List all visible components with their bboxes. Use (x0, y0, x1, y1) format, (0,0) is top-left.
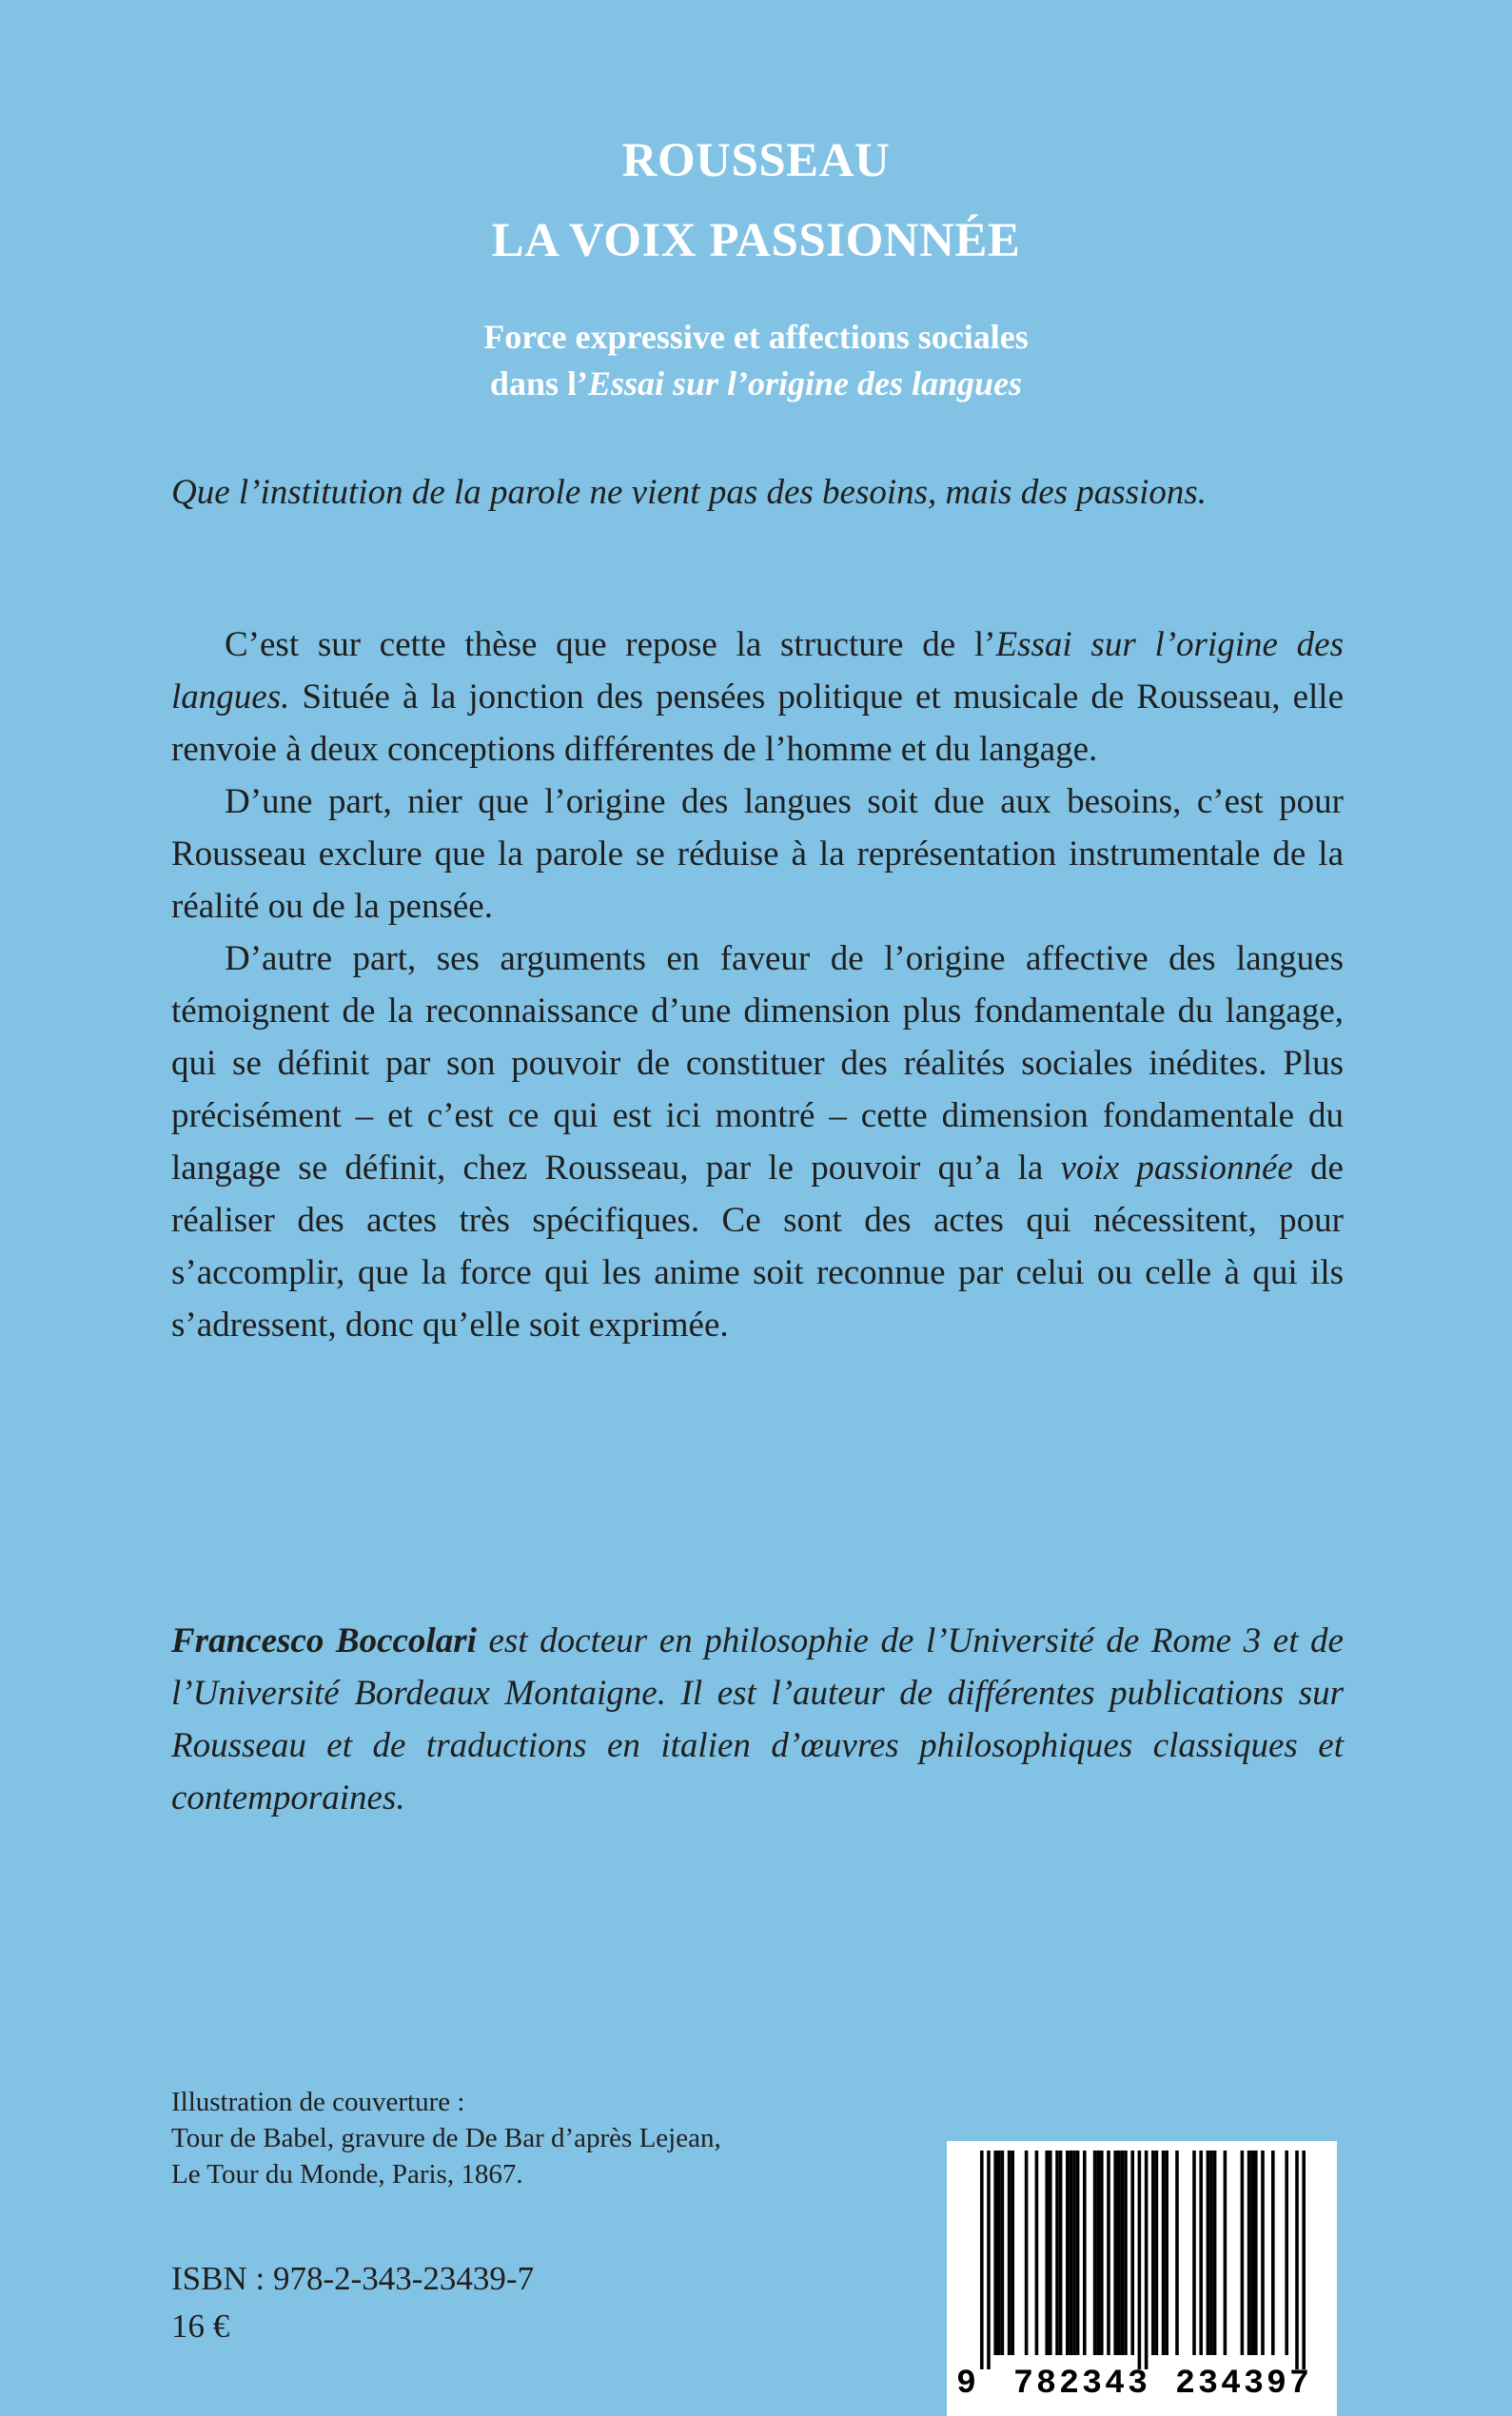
blurb-paragraph-1 (171, 619, 1344, 776)
subtitle-italic-title: Essai sur l’origine des langues (587, 364, 1023, 403)
barcode-bar (1261, 2151, 1265, 2355)
barcode-bar (1271, 2151, 1275, 2355)
barcode-bar (1285, 2151, 1288, 2355)
credits-line-1: Illustration de couverture : (171, 2087, 465, 2117)
barcode-digit-first: 9 (956, 2365, 977, 2403)
illustration-credits (171, 2084, 837, 2192)
barcode-bar (1045, 2151, 1049, 2355)
barcode-bar (1093, 2151, 1097, 2355)
barcode-bar (1070, 2151, 1073, 2355)
p1-text-end: Située à la jonction des pensées politique et musicale de Rousseau, elle renvoie à deux conceptions différentes de l’homme et du langage. (171, 678, 1344, 769)
barcode-bar (1213, 2151, 1217, 2355)
barcode-bar (1076, 2151, 1080, 2355)
barcode-bar (1155, 2151, 1159, 2355)
barcode-bar (1100, 2151, 1104, 2355)
p3-text-end: de réaliser des actes très spécifiques. Ce sont des actes qui nécessitent, pour s’accomplir, que la force qui les anime soit reconnue par celui ou celle à qui ils s’adressent, donc qu’elle soit exprimée. (171, 1149, 1344, 1345)
p3-italic-term: voix passionnée (1060, 1149, 1293, 1188)
barcode-bar (1001, 2151, 1005, 2355)
barcode-bar (1008, 2151, 1011, 2355)
barcode-bar (1055, 2151, 1059, 2355)
barcode-bar (1241, 2151, 1245, 2355)
barcode-bar (1124, 2151, 1128, 2355)
author-bio-text: est docteur en philosophie de l’Université de Rome 3 et de l’Université Bordeaux Montaigne. Il est l’auteur de différentes publications sur Rousseau et de traductions en italien d’œuvres philosophiques classiques et contemporaines. (171, 1621, 1344, 1817)
barcode-bar (1175, 2151, 1179, 2355)
barcode-bar (1113, 2151, 1117, 2355)
barcode-bar (1025, 2151, 1029, 2355)
barcode-bar (1107, 2151, 1110, 2355)
barcode-bar (1199, 2151, 1203, 2355)
book-title-line-2: LA VOIX PASSIONNÉE (491, 214, 1021, 267)
author-name: Francesco Boccolari (171, 1621, 477, 1660)
book-title-line-1: ROUSSEAU (621, 134, 891, 187)
barcode-bar (1035, 2151, 1039, 2355)
isbn-number: ISBN : 978-2-343-23439-7 (171, 2260, 535, 2297)
blurb-paragraph-3 (171, 933, 1344, 1351)
epigraph: Que l’institution de la parole ne vient pas des besoins, mais des passions. (171, 473, 1207, 512)
barcode-bar (1162, 2151, 1166, 2355)
barcode-bar (1250, 2151, 1254, 2355)
barcode-digits (947, 2360, 1337, 2407)
barcode-bar (1138, 2151, 1142, 2369)
author-bio (171, 1615, 1344, 1824)
barcode-group-2: 234397 (1175, 2365, 1313, 2403)
barcode-bar (1145, 2151, 1149, 2369)
barcode-bar (1207, 2151, 1210, 2355)
price: 16 € (171, 2308, 230, 2345)
barcode-bar (1066, 2151, 1070, 2355)
barcode-bar (1096, 2151, 1100, 2355)
barcode (947, 2141, 1337, 2416)
barcode-bar (1083, 2151, 1087, 2355)
barcode-group-1: 782343 (1013, 2365, 1151, 2403)
barcode-bar (1192, 2151, 1196, 2355)
barcode-bars (947, 2141, 1337, 2369)
isbn-block (171, 2255, 534, 2350)
barcode-bar (1121, 2151, 1125, 2355)
credits-line-2: Tour de Babel, gravure de De Bar d’après Lejean, (171, 2123, 721, 2153)
barcode-bar (1165, 2151, 1168, 2355)
blurb (171, 619, 1344, 1351)
subtitle-prefix: dans l’ (489, 364, 588, 403)
book-subtitle-line-2 (0, 359, 1512, 408)
book-subtitle-line-1: Force expressive et affections sociales (483, 318, 1029, 356)
blurb-paragraph-2: D’une part, nier que l’origine des langues soit due aux besoins, c’est pour Rousseau exclure que la parole se réduise à la représentation instrumentale de la réalité ou de la pensée. (171, 782, 1344, 926)
barcode-bar (1117, 2151, 1121, 2355)
barcode-bar (1059, 2151, 1063, 2355)
barcode-bar (980, 2151, 984, 2369)
barcode-bar (1295, 2151, 1299, 2369)
barcode-bar (1254, 2151, 1258, 2355)
barcode-bar (1247, 2151, 1251, 2355)
p3-text: D’autre part, ses arguments en faveur de l’origine affective des langues témoignent de la reconnaissance d’une dimension plus fondamentale du langage, qui se définit par son pouvoir de constituer des réalités sociales inédites. Plus précisément – et c’est ce qui est ici montré – cette dimension fondamentale du langage se définit, chez Rousseau, par le pouvoir qu’a la (171, 939, 1344, 1188)
barcode-bar (987, 2151, 991, 2369)
barcode-bar (1151, 2151, 1155, 2355)
barcode-bar (997, 2151, 1001, 2355)
barcode-bar (1302, 2151, 1306, 2369)
barcode-bar (1209, 2151, 1213, 2355)
credits-line-3: Le Tour du Monde, Paris, 1867. (171, 2159, 523, 2190)
barcode-bar (1224, 2151, 1227, 2355)
p1-text: C’est sur cette thèse que repose la structure de l’ (225, 625, 996, 664)
barcode-bar (1049, 2151, 1052, 2355)
p1-italic-title: Essai sur l’origine des langues. (171, 625, 1344, 717)
barcode-bar (1130, 2151, 1134, 2355)
barcode-bar (1011, 2151, 1014, 2355)
barcode-bar (993, 2151, 997, 2355)
barcode-bar (1072, 2151, 1076, 2355)
